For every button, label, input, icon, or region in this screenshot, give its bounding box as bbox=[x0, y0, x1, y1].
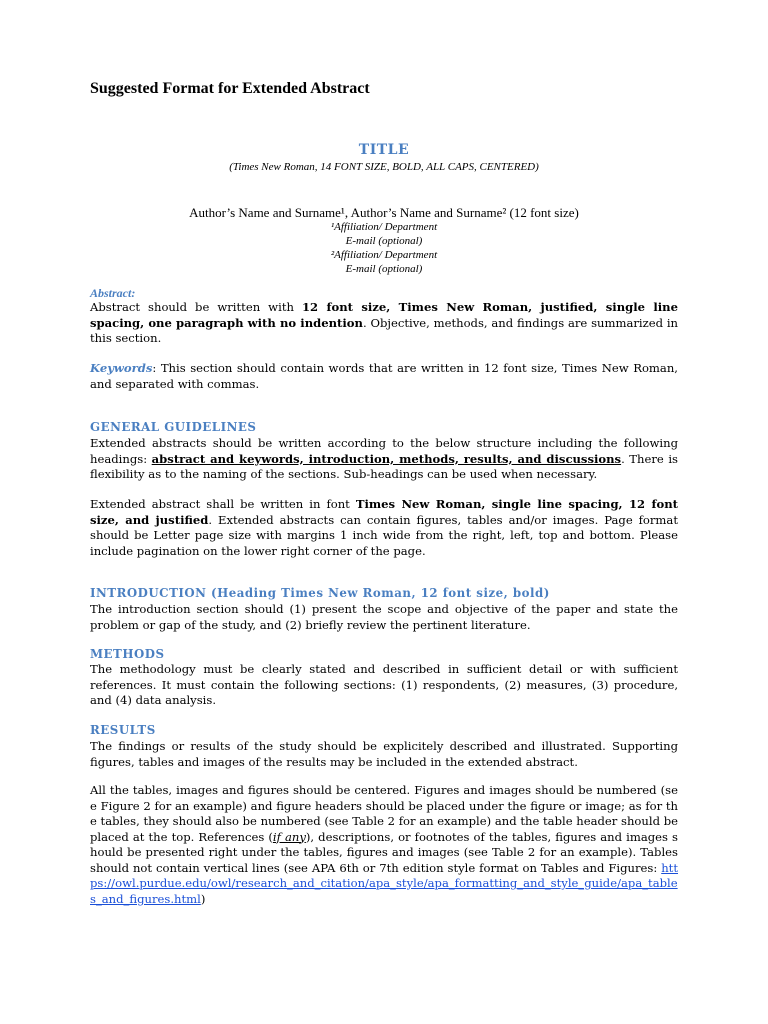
abstract-label: Abstract: bbox=[90, 286, 136, 300]
keywords-label: Keywords bbox=[90, 361, 153, 375]
affiliation-2: ²Affiliation/ Department bbox=[330, 249, 438, 261]
results-paragraph-1: The findings or results of the study should be explicitely described and illustrated. Supporting figures, tables and images of the results may be included in the extended abstract. bbox=[90, 739, 678, 769]
introduction-heading: INTRODUCTION (Heading Times New Roman, 12 font size, bold) bbox=[90, 586, 550, 600]
paper-title-placeholder: TITLE bbox=[358, 142, 410, 158]
general-guidelines-paragraph-1: Extended abstracts should be written according to the below structure including the following headings: abstract and keywords, introduction, methods, results, and discussions. There is flexibility as to the naming of the sections. Sub-headings can be used when necessary. bbox=[90, 436, 678, 481]
general-guidelines-paragraph-2: Extended abstract shall be written in font Times New Roman, single line spacing, 12 font size, and justified. Extended abstracts can contain figures, tables and/or images. Page format should be Letter page size with margins 1 inch wide from the right, left, top and bottom. Please include pagination on the lower right corner of the page. bbox=[90, 497, 679, 558]
results-paragraph-2: All the tables, images and figures should be centered. Figures and images should be numbered (see Figure 2 for an example) and figure headers should be placed under the figure or image; as for the tables, they should also be numbered (see Table 2 for an example) and the table header should be placed at the top. References (if any), descriptions, or footnotes of the tables, figures and images should be presented right under the tables, figures and images (see Table 2 for an example). Tables should not contain vertical lines (see APA 6th or 7th edition style format on Tables and Figures: https://owl.purdue.edu/owl/research_and_citation/apa_style/apa_formatting_and_style_guide/apa_tables_and_figures.html) bbox=[90, 783, 678, 906]
email-2: E-mail (optional) bbox=[345, 263, 423, 275]
document-title: Suggested Format for Extended Abstract bbox=[90, 80, 370, 97]
authors-line: Author’s Name and Surname¹, Author’s Name and Surname² (12 font size) bbox=[189, 205, 579, 220]
results-heading: RESULTS bbox=[90, 723, 156, 737]
keywords-paragraph: Keywords: This section should contain words that are written in 12 font size, Times New Roman, and separated with commas. bbox=[90, 361, 678, 391]
apa-guide-link[interactable]: https://owl.purdue.edu/owl/research_and_citation/apa_style/apa_formatting_and_style_guide/apa_tables_and_figures.html bbox=[90, 860, 678, 906]
methods-heading: METHODS bbox=[90, 647, 165, 661]
title-format-note: (Times New Roman, 14 FONT SIZE, BOLD, ALL CAPS, CENTERED) bbox=[229, 161, 539, 173]
affiliation-1: ¹Affiliation/ Department bbox=[330, 221, 438, 233]
introduction-paragraph: The introduction section should (1) present the scope and objective of the paper and state the problem or gap of the study, and (2) briefly review the pertinent literature. bbox=[90, 602, 678, 632]
email-1: E-mail (optional) bbox=[345, 235, 423, 247]
general-guidelines-heading: GENERAL GUIDELINES bbox=[90, 420, 257, 434]
abstract-paragraph: Abstract should be written with 12 font size, Times New Roman, justified, single line spacing, one paragraph with no indention. Objective, methods, and findings are summarized in this section. bbox=[90, 300, 678, 345]
methods-paragraph: The methodology must be clearly stated and described in sufficient detail or with sufficient references. It must contain the following sections: (1) respondents, (2) measures, (3) procedure, and (4) data analysis. bbox=[90, 662, 678, 707]
